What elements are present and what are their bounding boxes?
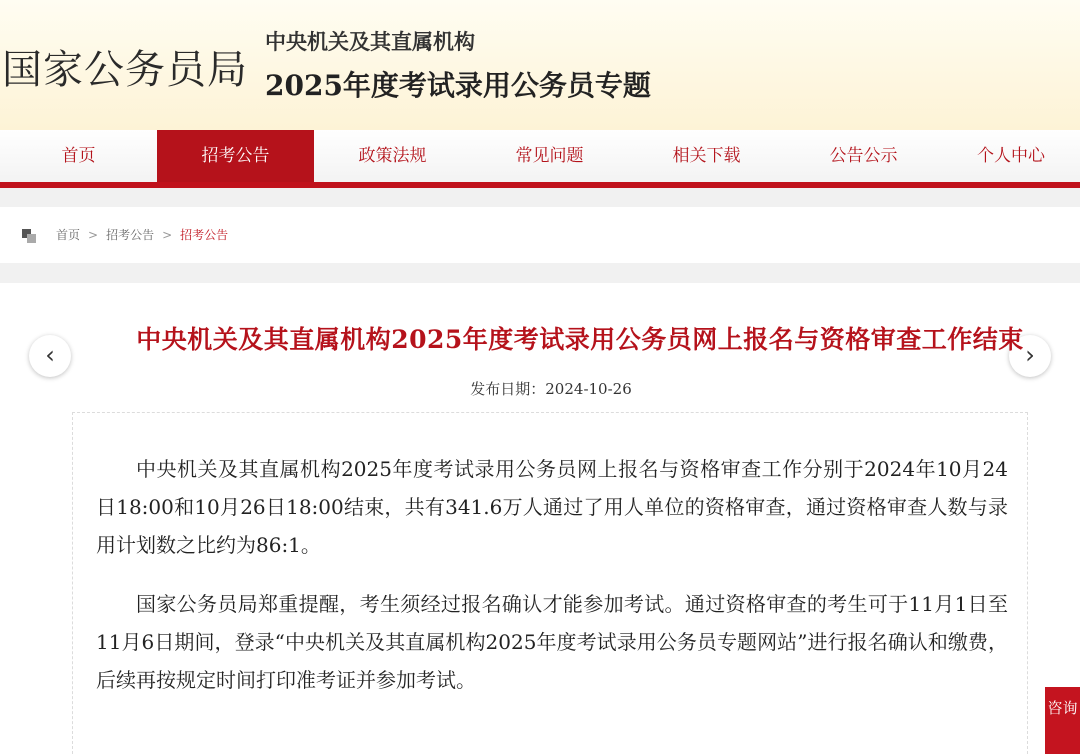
nav-underline: [0, 182, 1080, 188]
site-header: [0, 0, 1080, 130]
breadcrumb: [22, 207, 228, 263]
prev-arrow-icon[interactable]: ‹: [29, 335, 71, 377]
publish-date-label: 发布日期：: [470, 380, 546, 398]
main-nav: [0, 130, 1080, 182]
site-logo[interactable]: 国家公务员局: [2, 47, 248, 93]
site-subtitle: 中央机关及其直属机构: [265, 29, 475, 54]
consult-button[interactable]: 咨询: [1045, 687, 1080, 754]
publish-date: [0, 378, 1080, 399]
nav-faq[interactable]: 常见问题: [515, 146, 584, 166]
article-paragraph-2: 国家公务员局郑重提醒，考生须经过报名确认才能参加考试。通过资格审查的考生可于11月1日至11月6日期间，登录“中央机关及其直属机构2025年度考试录用公务员专题网站”进行报名确认和缴费，后续再按规定时间打印准考证并参加考试。: [96, 592, 1008, 692]
breadcrumb-bar: [0, 207, 1080, 263]
publish-date-value: 2024-10-26: [545, 380, 632, 398]
nav-announcements[interactable]: 公告公示: [829, 146, 898, 166]
nav-policies[interactable]: 政策法规: [358, 146, 427, 166]
breadcrumb-separator: >: [88, 228, 99, 242]
breadcrumb-current[interactable]: 招考公告: [180, 228, 229, 242]
location-icon: [22, 229, 36, 243]
nav-downloads[interactable]: 相关下载: [672, 146, 741, 166]
breadcrumb-home[interactable]: 首页: [56, 228, 81, 242]
next-arrow-icon[interactable]: ›: [1009, 335, 1051, 377]
nav-user-center[interactable]: 个人中心: [977, 146, 1045, 166]
site-topic-title: 2025年度考试录用公务员专题: [265, 69, 651, 102]
breadcrumb-separator: >: [162, 228, 173, 242]
article-paragraph-1: 中央机关及其直属机构2025年度考试录用公务员网上报名与资格审查工作分别于2024年10月24日18:00和10月26日18:00结束，共有341.6万人通过了用人单位的资格审查，通过资格审查人数与录用计划数之比约为86:1。: [96, 457, 1008, 557]
nav-recruitment-notice[interactable]: 招考公告: [157, 130, 314, 182]
breadcrumb-recruitment[interactable]: 招考公告: [106, 228, 155, 242]
nav-home[interactable]: 首页: [61, 146, 96, 166]
article-title: 中央机关及其直属机构2025年度考试录用公务员网上报名与资格审查工作结束: [136, 325, 1024, 354]
